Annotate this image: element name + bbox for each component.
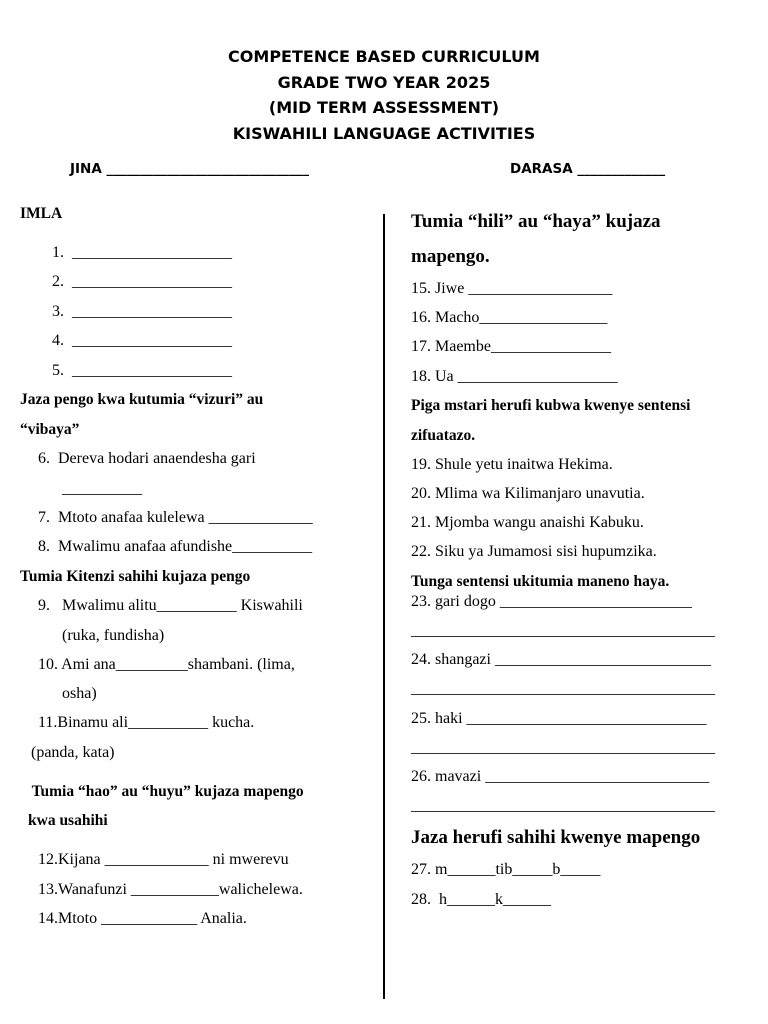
question-12[interactable]: 12.Kijana _____________ ni mwerevu <box>38 851 289 868</box>
section-title-herufi-kubwa: Piga mstari herufi kubwa kwenye sentensi <box>411 397 691 414</box>
question-24-answer-line[interactable]: ______________________________________ <box>411 680 715 697</box>
question-25-answer-line[interactable]: ______________________________________ <box>411 739 715 756</box>
question-16[interactable]: 16. Macho________________ <box>411 309 608 326</box>
imla-item-2[interactable]: 2. ____________________ <box>52 273 232 290</box>
section-title-hao-huyu-cont: kwa usahihi <box>28 812 108 829</box>
question-27[interactable]: 27. m______tib_____b_____ <box>411 861 601 878</box>
question-25[interactable]: 25. haki ______________________________ <box>411 710 707 727</box>
question-10[interactable]: 10. Ami ana_________shambani. (lima, <box>38 656 295 673</box>
document-header <box>0 44 768 146</box>
header-line-grade: GRADE TWO YEAR 2025 <box>277 72 491 92</box>
question-17[interactable]: 17. Maembe_______________ <box>411 338 611 355</box>
question-18[interactable]: 18. Ua ____________________ <box>411 368 618 385</box>
imla-item-1[interactable]: 1. ____________________ <box>52 244 232 261</box>
imla-item-4[interactable]: 4. ____________________ <box>52 332 232 349</box>
question-20[interactable]: 20. Mlima wa Kilimanjaro unavutia. <box>411 485 645 502</box>
header-line-assessment: (MID TERM ASSESSMENT) <box>268 98 500 117</box>
section-title-hili-haya-cont: mapengo. <box>411 246 490 267</box>
question-8[interactable]: 8. Mwalimu anafaa afundishe__________ <box>38 538 313 555</box>
section-title-hili-haya: Tumia “hili” au “haya” kujaza <box>411 211 661 232</box>
header-line-subject: KISWAHILI LANGUAGE ACTIVITIES <box>232 123 536 143</box>
question-6[interactable]: 6. Dereva hodari anaendesha gari <box>38 450 256 467</box>
question-23-answer-line[interactable]: ______________________________________ <box>411 622 715 639</box>
question-21[interactable]: 21. Mjomba wangu anaishi Kabuku. <box>411 514 644 531</box>
question-24[interactable]: 24. shangazi ___________________________ <box>411 651 711 668</box>
header-line-curriculum: COMPETENCE BASED CURRICULUM <box>228 47 540 66</box>
question-7[interactable]: 7. Mtoto anafaa kulelewa _____________ <box>38 509 313 526</box>
question-6-blank[interactable]: __________ <box>38 480 142 497</box>
section-title-jaza-herufi: Jaza herufi sahihi kwenye mapengo <box>411 827 701 848</box>
question-22[interactable]: 22. Siku ya Jumamosi sisi hupumzika. <box>411 543 657 560</box>
section-title-tunga-sentensi: Tunga sentensi ukitumia maneno haya. <box>411 573 670 590</box>
question-9[interactable]: 9. Mwalimu alitu__________ Kiswahili <box>38 597 303 614</box>
question-11-options: (panda, kata) <box>27 744 115 761</box>
question-15[interactable]: 15. Jiwe __________________ <box>411 280 613 297</box>
question-28[interactable]: 28. h______k______ <box>411 891 551 908</box>
student-class-field[interactable]: DARASA _____________ <box>510 161 666 177</box>
section-title-hao-huyu: Tumia “hao” au “huyu” kujaza mapengo <box>28 783 304 800</box>
student-name-field[interactable]: JINA ______________________________ <box>70 161 309 177</box>
section-title-vizuri-vibaya: Jaza pengo kwa kutumia “vizuri” au <box>20 391 264 408</box>
question-19[interactable]: 19. Shule yetu inaitwa Hekima. <box>411 456 613 473</box>
question-11[interactable]: 11.Binamu ali__________ kucha. <box>38 714 255 731</box>
column-divider <box>383 214 385 999</box>
section-title-vizuri-vibaya-cont: “vibaya” <box>20 421 80 438</box>
section-title-kitenzi: Tumia Kitenzi sahihi kujaza pengo <box>20 568 251 585</box>
question-10-options: osha) <box>38 685 97 702</box>
imla-item-3[interactable]: 3. ____________________ <box>52 303 232 320</box>
question-23[interactable]: 23. gari dogo ________________________ <box>411 593 692 610</box>
section-title-herufi-kubwa-cont: zifuatazo. <box>411 427 476 444</box>
question-13[interactable]: 13.Wanafunzi ___________walichelewa. <box>38 881 303 898</box>
section-title-imla: IMLA <box>20 205 63 222</box>
imla-item-5[interactable]: 5. ____________________ <box>52 362 232 379</box>
question-26-answer-line[interactable]: ______________________________________ <box>411 797 715 814</box>
question-9-options: (ruka, fundisha) <box>38 627 165 644</box>
question-26[interactable]: 26. mavazi ____________________________ <box>411 768 710 785</box>
question-14[interactable]: 14.Mtoto ____________ Analia. <box>38 910 247 927</box>
